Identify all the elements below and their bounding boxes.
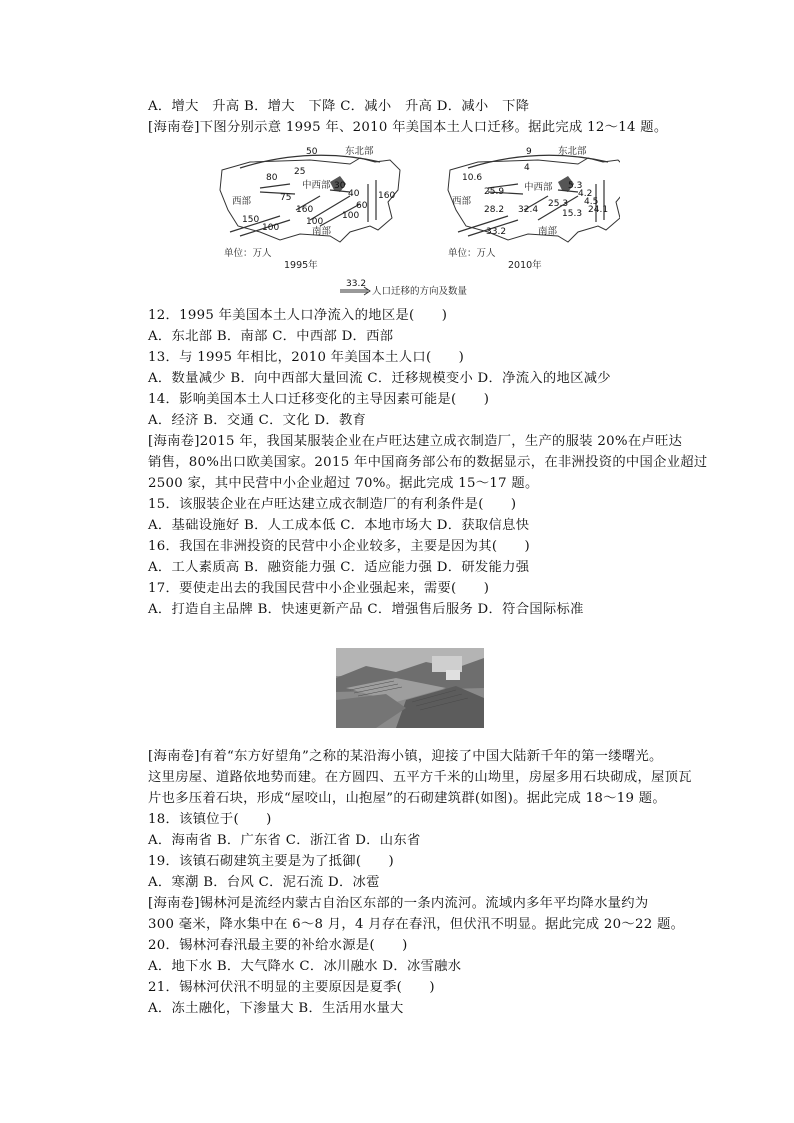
- map2010-num: 9: [526, 147, 532, 157]
- map2010-num: 24.1: [588, 205, 609, 215]
- q15-17-intro-2: 销售，80%出口欧美国家。2015 年中国商务部公布的数据显示，在非洲投资的中国企业超过: [148, 455, 708, 470]
- map1995-num: 50: [306, 147, 318, 157]
- map1995-num: 100: [342, 211, 360, 221]
- q17-options: A．打造自主品牌 B．快速更新产品 C．增强售后服务 D．符合国际标准: [148, 602, 584, 617]
- q21-options: A．冻土融化，下渗量大 B．生活用水量大: [148, 1001, 404, 1016]
- map-2010: [448, 145, 620, 271]
- map2010-region-ne: 东北部: [558, 146, 587, 157]
- q19-options: A．寒潮 B．台风 C．泥石流 D．冰雹: [148, 875, 380, 890]
- map2010-num: 4: [524, 163, 530, 173]
- q20-22-intro-2: 300 毫米，降水集中在 6～8 月，4 月存在春汛，但伏汛不明显。据此完成 20～22 题。: [148, 917, 685, 932]
- q18-19-intro-1: [海南卷]有着“东方好望角”之称的某沿海小镇，迎接了中国大陆新千年的第一缕曙光。: [148, 749, 663, 764]
- map1995-num: 160: [296, 205, 314, 215]
- map1995-region-ne: 东北部: [345, 146, 374, 157]
- map2010-num: 32.4: [518, 205, 539, 215]
- q12-options: A．东北部 B．南部 C．中西部 D．西部: [148, 329, 394, 344]
- migration-maps-figure: [200, 140, 620, 300]
- map1995-unit: 单位：万人: [224, 248, 272, 259]
- map2010-num: 10.6: [462, 173, 483, 183]
- map2010-num: 33.2: [486, 227, 507, 237]
- q18-19-intro-2: 这里房屋、道路依地势而建。在方圆四、五平方千米的山坳里，房屋多用石块砌成，屋顶瓦: [148, 770, 692, 785]
- map1995-num: 160: [378, 191, 396, 201]
- map2010-num: 25.9: [484, 187, 505, 197]
- map2010-num: 28.2: [484, 205, 505, 215]
- map1995-region-s: 南部: [312, 226, 332, 237]
- map2010-num: 15.3: [562, 209, 583, 219]
- map2010-num: 4.5: [584, 197, 599, 207]
- q12-stem: 12．1995 年美国本土人口净流入的地区是( ): [148, 308, 448, 323]
- q15-17-intro-1: [海南卷]2015 年，我国某服装企业在卢旺达建立成衣制造厂，生产的服装 20%在卢旺达: [148, 434, 683, 449]
- q20-stem: 20．锡林河春汛最主要的补给水源是( ): [148, 938, 408, 953]
- map1995-num: 100: [262, 223, 280, 233]
- map-1995: [220, 145, 400, 271]
- stone-buildings-photo: [336, 648, 484, 728]
- q14-options: A．经济 B．交通 C．文化 D．教育: [148, 413, 367, 428]
- q11-options: A．增大 升高 B．增大 下降 C．减小 升高 D．减小 下降: [148, 99, 530, 114]
- q17-stem: 17．要使走出去的我国民营中小企业强起来，需要( ): [148, 581, 490, 596]
- map2010-year: 2010年: [508, 260, 542, 271]
- migration-maps-svg: [200, 140, 620, 300]
- map2010-num: 5.3: [568, 181, 583, 191]
- map1995-num: 30: [334, 181, 346, 191]
- q15-17-intro-3: 2500 家，其中民营中小企业超过 70%。据此完成 15～17 题。: [148, 476, 539, 491]
- q16-stem: 16．我国在非洲投资的民营中小企业较多，主要是因为其( ): [148, 539, 531, 554]
- q13-stem: 13．与 1995 年相比，2010 年美国本土人口( ): [148, 350, 465, 365]
- q14-stem: 14．影响美国本土人口迁移变化的主导因素可能是( ): [148, 392, 490, 407]
- map1995-num: 40: [348, 189, 360, 199]
- q18-options: A．海南省 B．广东省 C．浙江省 D．山东省: [148, 833, 421, 848]
- q18-stem: 18．该镇位于( ): [148, 812, 272, 827]
- q18-19-intro-3: 片也多压着石块，形成“屋咬山，山抱屋”的石砌建筑群(如图)。据此完成 18～19 题。: [148, 791, 666, 806]
- q20-22-intro-1: [海南卷]锡林河是流经内蒙古自治区东部的一条内流河。流域内多年平均降水量约为: [148, 896, 649, 911]
- map1995-num: 80: [266, 173, 278, 183]
- map1995-num: 150: [242, 215, 260, 225]
- q19-stem: 19．该镇石砌建筑主要是为了抵御( ): [148, 854, 395, 869]
- map1995-num: 75: [280, 193, 292, 203]
- legend-value: 33.2: [346, 279, 367, 289]
- q13-options: A．数量减少 B．向中西部大量回流 C．迁移规模变小 D．净流入的地区减少: [148, 371, 611, 386]
- map1995-num: 60: [356, 201, 368, 211]
- legend-text: 人口迁移的方向及数量: [372, 286, 468, 297]
- map2010-unit: 单位：万人: [448, 248, 496, 259]
- q15-stem: 15．该服装企业在卢旺达建立成衣制造厂的有利条件是( ): [148, 497, 517, 512]
- q16-options: A．工人素质高 B．融资能力强 C．适应能力强 D．研发能力强: [148, 560, 530, 575]
- map1995-num: 100: [306, 217, 324, 227]
- map-legend: [340, 279, 468, 297]
- q20-options: A．地下水 B．大气降水 C．冰川融水 D．冰雪融水: [148, 959, 462, 974]
- q15-options: A．基础设施好 B．人工成本低 C．本地市场大 D．获取信息快: [148, 518, 530, 533]
- map2010-region-mw: 中西部: [524, 182, 553, 193]
- map2010-num: 4.2: [578, 189, 593, 199]
- q12-14-intro: [海南卷]下图分别示意 1995 年、2010 年美国本土人口迁移。据此完成 12～14 题。: [148, 120, 668, 135]
- map2010-num: 25.3: [548, 199, 569, 209]
- q21-stem: 21．锡林河伏汛不明显的主要原因是夏季( ): [148, 980, 435, 995]
- map1995-year: 1995年: [284, 260, 318, 271]
- map1995-num: 25: [294, 167, 306, 177]
- map1995-region-mw: 中西部: [302, 180, 331, 191]
- map1995-region-w: 西部: [232, 196, 252, 207]
- map2010-region-s: 南部: [538, 226, 558, 237]
- map2010-region-w: 西部: [452, 196, 472, 207]
